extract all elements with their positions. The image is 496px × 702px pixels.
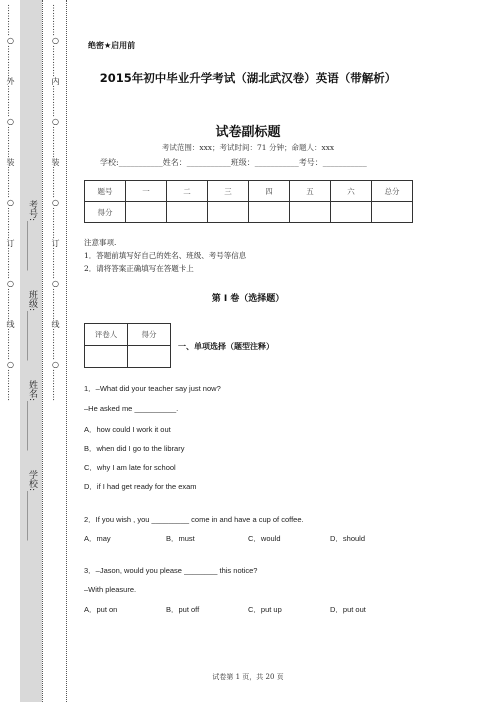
score-cell-empty [126, 202, 167, 223]
class-field: 班级:___________ [27, 290, 37, 361]
question-options-row [84, 533, 412, 544]
notes-title: 注意事项. [84, 238, 117, 247]
margin-divider [42, 0, 43, 702]
grader-table [84, 323, 171, 368]
id-field: 考号:___________ [27, 200, 37, 271]
score-cell: 总分 [372, 181, 413, 202]
score-cell-empty [208, 202, 249, 223]
score-cell-empty [331, 202, 372, 223]
margin-divider [66, 0, 67, 702]
question-option: B．must [166, 534, 195, 543]
score-table [84, 180, 413, 223]
score-table-score-row [85, 202, 413, 223]
question-option: D．if I had get ready for the exam [84, 482, 197, 491]
question-option: A．put on [84, 605, 118, 614]
secret-label: 绝密★启用前 [88, 41, 136, 50]
outer-seal-line-text: …………○…………外…………○…………装…………○…………订…………○…………线…………○………… [6, 4, 15, 401]
question-option: A．how could I work it out [84, 425, 171, 434]
question-stem: 1．–What did your teacher say just now? [84, 384, 221, 393]
exam-info: 考试范围：xxx；考试时间：71 分钟；命题人：xxx [161, 143, 335, 152]
question-option: D．should [330, 534, 366, 543]
score-cell: 得分 [85, 202, 126, 223]
grader-cell-empty [128, 346, 171, 368]
score-cell: 一 [126, 181, 167, 202]
score-cell: 六 [331, 181, 372, 202]
question-option: B．put off [166, 605, 200, 614]
grader-header: 评卷人 [85, 324, 128, 346]
grader-header: 得分 [128, 324, 171, 346]
score-table-header-row [85, 181, 413, 202]
section-title: 一、单项选择（题型注释） [178, 342, 274, 351]
question-options-row [84, 604, 412, 615]
binding-margin [0, 0, 66, 702]
part-title: 第 I 卷（选择题） [211, 294, 285, 304]
question-option: C．put up [248, 605, 282, 614]
question-option: B．when did I go to the library [84, 444, 185, 453]
score-cell: 二 [167, 181, 208, 202]
exam-title: 2015年初中毕业升学考试（湖北武汉卷）英语（带解析） [99, 71, 397, 85]
score-cell: 题号 [85, 181, 126, 202]
question-stem: 3．–Jason, would you please ________ this notice? [84, 566, 258, 575]
question-option: C．would [248, 534, 281, 543]
score-cell-empty [372, 202, 413, 223]
score-cell: 四 [249, 181, 290, 202]
school-field: 学校:___________ [27, 470, 37, 541]
notes-item: 2．请将答案正确填写在答题卡上 [84, 264, 194, 273]
question-stem-line2: –With pleasure. [84, 585, 137, 594]
question-stem-line2: –He asked me __________. [84, 404, 179, 413]
question-option: D．put out [330, 605, 366, 614]
question-stem: 2．If you wish , you _________ come in and have a cup of coffee. [84, 515, 304, 524]
score-cell: 三 [208, 181, 249, 202]
inner-seal-line-text: …………○…………内…………○…………装…………○…………订…………○…………线…………○………… [51, 4, 60, 401]
notes-item: 1．答题前填写好自己的姓名、班级、考号等信息 [84, 251, 247, 260]
exam-subtitle: 试卷副标题 [215, 125, 281, 140]
student-info-line: 学校:___________姓名：___________班级：___________考号：___________ [100, 158, 367, 167]
score-cell-empty [167, 202, 208, 223]
exam-page [78, 0, 488, 702]
name-field: 姓名:___________ [27, 380, 37, 451]
score-cell-empty [290, 202, 331, 223]
question-option: A．may [84, 534, 111, 543]
notes-block [84, 236, 246, 275]
page-footer: 试卷第 1 页，共 20 页 [212, 673, 284, 681]
grader-cell-empty [85, 346, 128, 368]
question-option: C．why I am late for school [84, 463, 176, 472]
score-cell: 五 [290, 181, 331, 202]
score-cell-empty [249, 202, 290, 223]
